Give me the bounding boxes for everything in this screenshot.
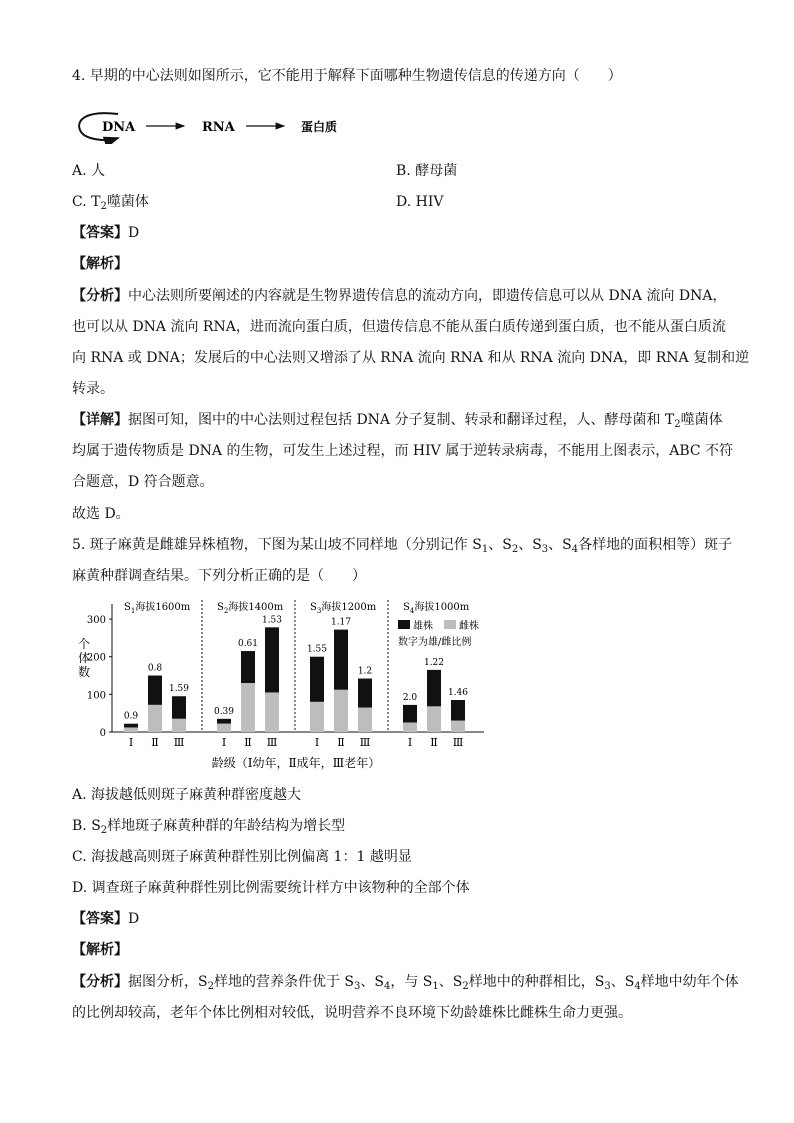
bar-female	[124, 727, 138, 732]
legend-male-swatch	[398, 620, 410, 629]
y-axis-label-char: 个	[77, 637, 91, 651]
bar-ratio-label: 1.59	[168, 684, 190, 695]
bar-ratio-label: 1.22	[423, 657, 445, 668]
bar-male	[124, 724, 138, 728]
q4-option-b: B. 酵母菌	[396, 163, 458, 179]
bar-male	[403, 705, 417, 723]
q5-stem-1: 5. 斑子麻黄是雌雄异株植物，下图为某山坡不同样地（分别记作 $S_1$、$S_2$、$S_3$、$S_4$各样地的面积相等）斑子	[72, 537, 733, 555]
bar-female	[265, 692, 279, 732]
x-tick-label: Ⅱ	[244, 736, 252, 749]
diagram-node-dna: DNA	[102, 120, 136, 135]
q5-jiexi-heading: 【解析】	[72, 942, 128, 958]
x-tick-label: Ⅰ	[407, 736, 413, 749]
q4-option-a: A. 人	[72, 163, 106, 179]
group-title: $S_2$海拔1400m	[217, 602, 284, 615]
bar-female	[148, 705, 162, 732]
q5-stem-2: 麻黄种群调查结果。下列分析正确的是（ ）	[72, 568, 366, 584]
bar-female	[334, 690, 348, 732]
q5-fenxi-1: 【分析】据图分析，$S_2$样地的营养条件优于 $S_3$、$S_4$，与 $S_1$、$S_2$样地中的种群相比，$S_3$、$S_4$样地中幼年个体	[72, 974, 739, 992]
y-tick-label: 0	[99, 728, 106, 739]
bar-female	[427, 706, 441, 732]
legend-female-label: 雌株	[459, 621, 479, 632]
legend-note: 数字为雄/雌比例	[398, 637, 472, 648]
bar-ratio-label: 2.0	[402, 692, 418, 703]
bar-ratio-label: 1.2	[357, 666, 373, 677]
bar-ratio-label: 1.17	[330, 617, 352, 628]
group-title: $S_4$海拔1000m	[403, 602, 470, 615]
bar-male	[334, 630, 348, 690]
q5-answer: 【答案】D	[72, 911, 140, 927]
bar-ratio-label: 0.39	[213, 706, 235, 717]
x-tick-label: Ⅱ	[151, 736, 159, 749]
bar-female	[217, 724, 231, 732]
x-tick-label: Ⅲ	[452, 736, 464, 749]
q4-fenxi-1: 【分析】中心法则所要阐述的内容就是生物界遗传信息的流动方向，即遗传信息可以从 DNA 流向 DNA，	[72, 288, 727, 304]
diagram-node-rna: RNA	[202, 120, 235, 135]
bar-female	[451, 721, 465, 732]
y-axis-label-char: 体	[77, 651, 91, 665]
bar-female	[241, 683, 255, 732]
bar-male	[265, 627, 279, 692]
bar-ratio-label: 1.53	[261, 615, 283, 626]
bar-ratio-label: 0.61	[237, 639, 259, 650]
q4-fenxi-2: 也可以从 DNA 流向 RNA，进而流向蛋白质，但遗传信息不能从蛋白质传递到蛋白质，也不能从蛋白质流	[72, 319, 726, 335]
x-tick-label: Ⅱ	[337, 736, 345, 749]
q4-stem: 4. 早期的中心法则如图所示，它不能用于解释下面哪种生物遗传信息的传递方向（ ）	[72, 68, 622, 84]
x-axis-label: 龄级（Ⅰ幼年，Ⅱ成年，Ⅲ老年）	[211, 756, 381, 770]
q4-xiangjie-1: 【详解】据图可知，图中的中心法则过程包括 DNA 分子复制、转录和翻译过程，人、酵母菌和 $T_2$噬菌体	[72, 412, 723, 430]
diagram-node-protein: 蛋白质	[301, 120, 338, 134]
bar-female	[310, 702, 324, 732]
legend-male-label: 雄株	[413, 621, 433, 632]
bar-ratio-label: 0.8	[147, 663, 163, 674]
q5-fenxi-2: 的比例却较高，老年个体比例相对较低，说明营养不良环境下幼龄雄株比雌株生命力更强。	[72, 1005, 632, 1021]
bar-male	[358, 679, 372, 708]
x-tick-label: Ⅲ	[266, 736, 278, 749]
q4-xiangjie-2: 均属于遗传物质是 DNA 的生物，可发生上述过程，而 HIV 属于逆转录病毒，不能用上图表示，ABC 不符	[72, 443, 734, 459]
bar-male	[451, 700, 465, 721]
y-tick-label: 100	[86, 690, 106, 702]
q5-option-a: A. 海拔越低则斑子麻黄种群密度越大	[72, 787, 302, 803]
bar-male	[427, 670, 441, 707]
x-tick-label: Ⅲ	[173, 736, 185, 749]
q5-option-b: B. $S_2$样地斑子麻黄种群的年龄结构为增长型	[72, 818, 346, 836]
y-tick-label: 300	[86, 615, 106, 627]
bar-female	[358, 708, 372, 732]
q4-option-c: C. $T_2$噬菌体	[72, 194, 149, 212]
y-axis-label-char: 数	[77, 665, 91, 679]
q5-option-c: C. 海拔越高则斑子麻黄种群性别比例偏离 1：1 越明显	[72, 849, 412, 865]
q4-fenxi-4: 转录。	[72, 381, 114, 397]
group-title: $S_3$海拔1200m	[310, 602, 377, 615]
bar-male	[310, 657, 324, 702]
q4-conclusion: 故选 D。	[72, 506, 130, 522]
x-tick-label: Ⅰ	[314, 736, 320, 749]
y-tick-label: 200	[86, 652, 106, 664]
bar-female	[172, 719, 186, 732]
x-tick-label: Ⅰ	[221, 736, 227, 749]
q4-answer: 【答案】D	[72, 225, 140, 241]
bar-male	[217, 719, 231, 724]
central-dogma-diagram	[76, 108, 376, 144]
population-bar-chart	[76, 596, 496, 776]
q4-jiexi-heading: 【解析】	[72, 256, 128, 272]
q4-fenxi-3: 向 RNA 或 DNA；发展后的中心法则又增添了从 RNA 流向 RNA 和从 RNA 流向 DNA，即 RNA 复制和逆	[72, 350, 750, 366]
legend-female-swatch	[444, 620, 456, 629]
bar-ratio-label: 1.46	[447, 688, 469, 698]
x-tick-label: Ⅱ	[430, 736, 438, 749]
q4-xiangjie-3: 合题意，D 符合题意。	[72, 474, 214, 490]
bar-ratio-label: 1.55	[306, 644, 328, 655]
group-title: $S_1$海拔1600m	[124, 602, 191, 615]
bar-male	[241, 651, 255, 683]
bar-ratio-label: 0.9	[123, 711, 139, 722]
x-tick-label: Ⅲ	[359, 736, 371, 749]
bar-male	[172, 696, 186, 719]
q5-option-d: D. 调查斑子麻黄种群性别比例需要统计样方中该物种的全部个体	[72, 880, 470, 896]
x-tick-label: Ⅰ	[128, 736, 134, 749]
q4-option-d: D. HIV	[396, 194, 444, 210]
bar-female	[403, 723, 417, 732]
bar-male	[148, 676, 162, 705]
